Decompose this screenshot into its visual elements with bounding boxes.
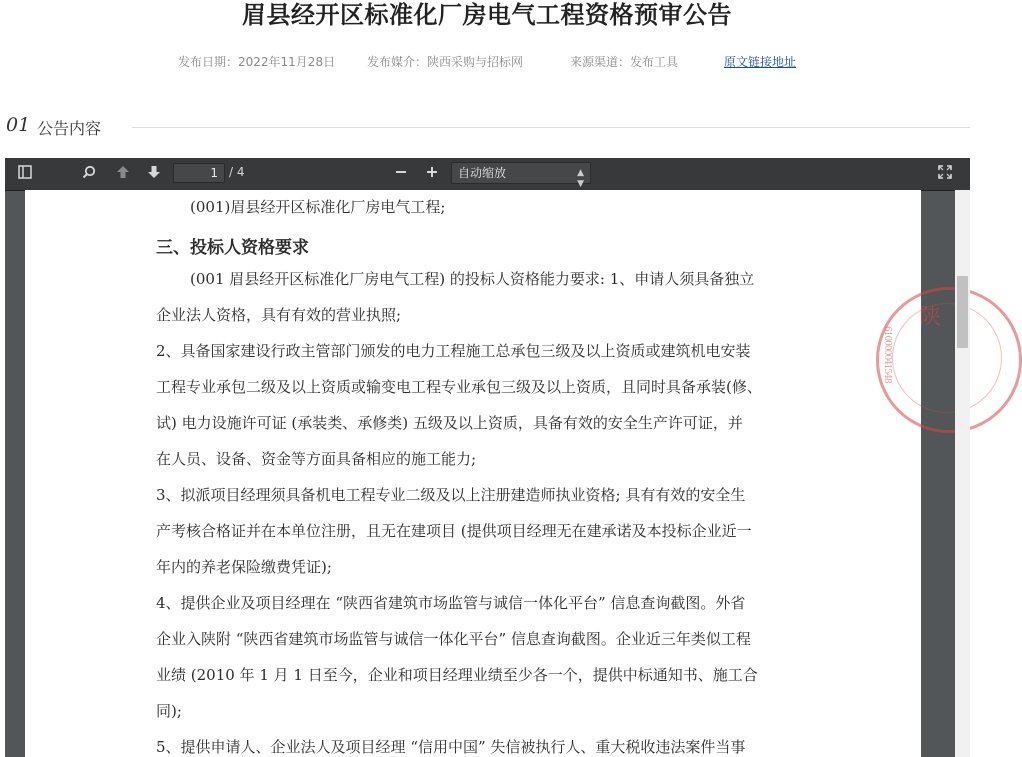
section-divider (132, 127, 970, 128)
doc-line: 产考核合格证并在本单位注册，且无在建项目 (提供项目经理无在建承诺及本投标企业近一 (156, 522, 752, 540)
section-header (6, 114, 970, 140)
doc-heading: 三、投标人资格要求 (156, 238, 309, 258)
page-title: 眉县经开区标准化厂房电气工程资格预审公告 (242, 1, 732, 29)
doc-line: 试) 电力设施许可证 (承装类、承修类) 五级及以上资质，具备有效的安全生产许可证，并 (156, 414, 743, 432)
doc-line: 3、拟派项目经理须具备机电工程专业二级及以上注册建造师执业资格; 具有有效的安全生 (156, 486, 746, 504)
pdf-page (25, 190, 942, 757)
arrow-up-icon[interactable] (115, 165, 131, 184)
section-number: 01 (6, 114, 31, 136)
section-title: 公告内容 (37, 119, 102, 138)
minus-icon[interactable] (393, 165, 409, 184)
fullscreen-icon[interactable] (937, 165, 953, 184)
red-seal-stamp (876, 287, 1022, 433)
page-total: / 4 (229, 165, 245, 179)
pdf-scrollbar-thumb[interactable] (957, 276, 968, 348)
arrow-down-icon[interactable] (146, 165, 162, 184)
page-number-input[interactable]: 1 (173, 163, 225, 183)
doc-line: 同); (156, 702, 182, 720)
plus-icon[interactable] (424, 165, 440, 184)
pdf-toolbar (5, 158, 970, 191)
doc-line: 工程专业承包二级及以上资质或输变电工程专业承包三级及以上资质，且同时具备承装(修、 (156, 378, 762, 396)
zoom-select[interactable] (451, 162, 591, 189)
stamp-char: 陕 (919, 305, 942, 330)
publish-media: 发布媒介：陕西采购与招标网 (367, 55, 524, 69)
pdf-viewer (5, 158, 970, 757)
search-icon[interactable] (81, 165, 97, 184)
doc-line: 5、提供申请人、企业法人及项目经理 “信用中国” 失信被执行人、重大税收违法案件当事 (156, 738, 746, 756)
source-channel: 来源渠道：发布工具 (570, 55, 679, 69)
doc-line: 2、具备国家建设行政主管部门颁发的电力工程施工总承包三级及以上资质或建筑机电安装 (156, 342, 751, 360)
doc-line: (001)眉县经开区标准化厂房电气工程; (190, 198, 446, 216)
publish-date: 发布日期：2022年11月28日 (178, 55, 336, 69)
doc-line: (001 眉县经开区标准化厂房电气工程) 的投标人资格能力要求: 1、申请人须具备独立 (190, 270, 755, 288)
stamp-number: 610000041548 (882, 326, 892, 383)
doc-line: 年内的养老保险缴费凭证); (156, 558, 332, 576)
select-caret-icon: ▲ ▼ (577, 168, 584, 189)
doc-line: 在人员、设备、资金等方面具备相应的施工能力; (156, 450, 477, 468)
pdf-scrollbar[interactable] (955, 190, 970, 757)
sidebar-toggle-icon[interactable] (17, 165, 33, 184)
stamp-inner-ring (892, 303, 1002, 413)
original-link[interactable]: 原文链接地址 (724, 55, 797, 69)
doc-line: 企业入陕附 “陕西省建筑市场监管与诚信一体化平台” 信息查询截图。企业近三年类似工程 (156, 630, 751, 648)
doc-line: 企业法人资格，具有有效的营业执照; (156, 306, 402, 324)
doc-line: 业绩 (2010 年 1 月 1 日至今，企业和项目经理业绩至少各一个，提供中标通知书、施工合 (156, 666, 758, 684)
doc-line: 4、提供企业及项目经理在 “陕西省建筑市场监管与诚信一体化平台” 信息查询截图。外省 (156, 594, 746, 612)
zoom-value: 自动缩放 (458, 166, 507, 180)
article-meta (0, 53, 974, 71)
